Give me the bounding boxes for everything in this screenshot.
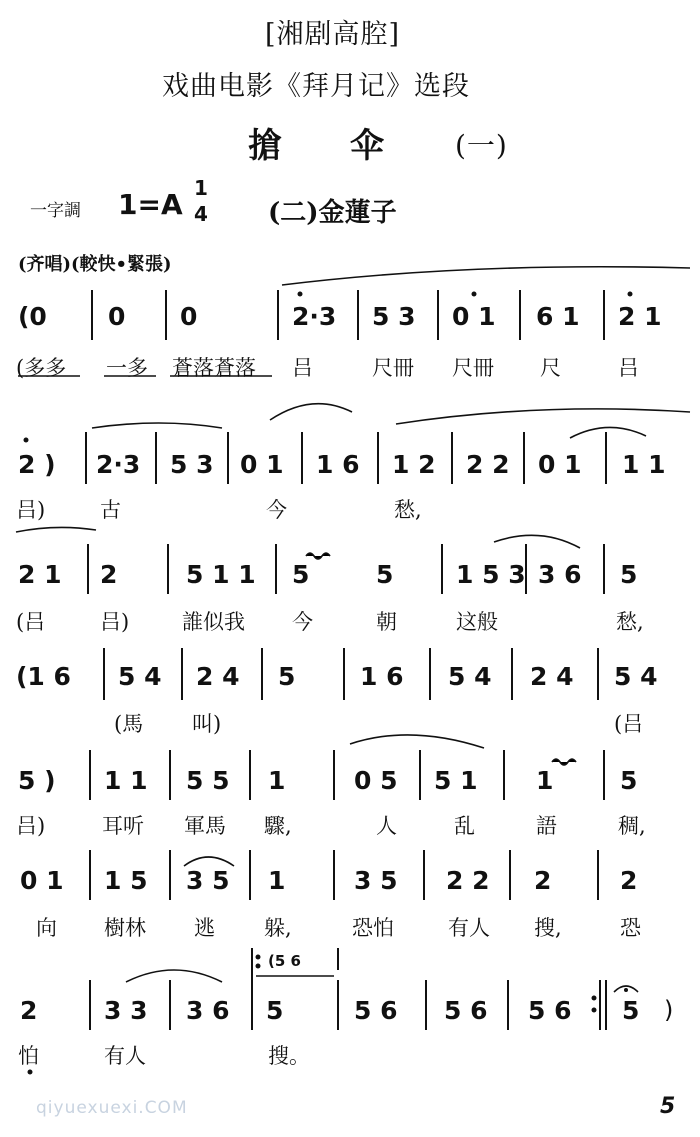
note-group: 1 5 xyxy=(104,866,148,895)
lyric: 有人 xyxy=(104,1044,146,1068)
lyric: 今 xyxy=(266,498,287,522)
note-group: 2 1 xyxy=(18,560,62,589)
note-group: 2 2 xyxy=(466,450,510,479)
note-group: 1 1 xyxy=(622,450,666,479)
lyric: 这般 xyxy=(456,610,498,634)
repeat-dot xyxy=(256,955,261,960)
note-group: 2·3 xyxy=(96,450,141,479)
note-group: 5 xyxy=(278,662,296,691)
lyric: 有人 xyxy=(448,916,490,940)
genre-label: [湘剧高腔] xyxy=(265,19,401,50)
lyric: (吕 xyxy=(614,712,644,736)
lyric: 吕) xyxy=(16,814,46,838)
slur xyxy=(16,527,96,532)
repeat-dot xyxy=(256,964,261,969)
note-group: 2 4 xyxy=(196,662,240,691)
lyric: 吕) xyxy=(16,498,46,522)
slur xyxy=(494,535,580,548)
note-group: 5 xyxy=(622,996,640,1025)
octave-dot xyxy=(628,292,633,297)
note-group: 5 6 xyxy=(444,996,488,1025)
note-group: 1 6 xyxy=(316,450,360,479)
lyric: 古 xyxy=(100,498,121,522)
note-group: 1 2 xyxy=(392,450,436,479)
repeat-dot xyxy=(592,996,597,1001)
subtitle: 戏曲电影《拜月记》选段 xyxy=(162,71,470,102)
lyric: 愁, xyxy=(394,498,422,522)
lyric: 逃 xyxy=(194,916,215,940)
fermata-dot xyxy=(624,988,628,992)
lyric: 尺冊 xyxy=(372,356,414,380)
note-group: 1 xyxy=(268,766,286,795)
note-group: 0 1 xyxy=(452,302,496,331)
lyric: 蒼落蒼落 xyxy=(172,356,256,380)
note-group: 6 1 xyxy=(536,302,580,331)
svg-text:): ) xyxy=(664,996,674,1024)
octave-dot xyxy=(472,292,477,297)
note-group: 2 xyxy=(620,866,638,895)
note-group: 5 4 xyxy=(448,662,492,691)
lyric: 尺冊 xyxy=(452,356,494,380)
note-group: 5 xyxy=(376,560,394,589)
key-signature: 1=A xyxy=(118,188,183,221)
piece-title: 搶 伞 xyxy=(248,126,384,166)
note-group: 3 6 xyxy=(186,996,230,1025)
note-group: 3 3 xyxy=(104,996,148,1025)
slur xyxy=(126,970,222,982)
note-group: 2·3 xyxy=(292,302,337,331)
note-group: 5 6 xyxy=(354,996,398,1025)
page-number: 5 xyxy=(660,1094,676,1119)
note-group: 2 xyxy=(534,866,552,895)
piece-title-suffix: (一) xyxy=(455,129,508,162)
note-group: 1 6 xyxy=(360,662,404,691)
slur xyxy=(184,857,234,866)
lyric: 叫) xyxy=(192,712,222,736)
lyric: 稠, xyxy=(618,814,646,838)
note-group: 5 ) xyxy=(18,766,56,795)
lyric: (馬 xyxy=(114,712,144,736)
lyric: 躲, xyxy=(264,916,292,940)
note-group: 0 1 xyxy=(240,450,284,479)
slur xyxy=(570,427,646,438)
note-group: (1 6 xyxy=(16,662,71,691)
note-group: 5 3 xyxy=(170,450,214,479)
lyric: 恐怕 xyxy=(352,916,394,940)
lyric: 誰似我 xyxy=(182,610,245,634)
note-group: 5 1 xyxy=(434,766,478,795)
lyric: 樹林 xyxy=(104,916,146,940)
lyric: 朝 xyxy=(376,610,397,634)
octave-dot xyxy=(24,438,29,443)
note-group: 0 1 xyxy=(538,450,582,479)
lyric: 乱 xyxy=(454,814,475,838)
ornament-mark xyxy=(552,759,576,765)
tempo-marking: (齐唱)(較快•緊張) xyxy=(18,254,172,275)
lyric: 人 xyxy=(376,814,397,838)
lyric: 語 xyxy=(536,814,557,838)
lyric: 軍馬 xyxy=(184,814,226,838)
note-group: 5 xyxy=(620,560,638,589)
lyric: 恐 xyxy=(620,916,641,940)
lyric: 搜, xyxy=(534,916,562,940)
bottom-mark xyxy=(28,1070,33,1075)
time-signature-denominator: 4 xyxy=(194,202,208,226)
note-group: 1 xyxy=(268,866,286,895)
watermark: qiyuexuexi.COM xyxy=(36,1098,188,1118)
lyric: 怕 xyxy=(18,1044,39,1068)
section-label: (二)金蓮子 xyxy=(268,198,397,228)
note-group: 2 2 xyxy=(446,866,490,895)
slur xyxy=(92,423,222,428)
note-group: 2 4 xyxy=(530,662,574,691)
note-group: 5 6 xyxy=(528,996,572,1025)
lyric: 吕 xyxy=(618,356,639,380)
note-group: 5 1 1 xyxy=(186,560,256,589)
lyric: 一多 xyxy=(106,356,148,380)
lyric: (吕 xyxy=(16,610,46,634)
note-group: 2 xyxy=(20,996,38,1025)
slur xyxy=(350,735,484,748)
lyric: 吕 xyxy=(292,356,313,380)
note-group: 0 xyxy=(180,302,198,331)
lyric: (多多 xyxy=(16,356,67,380)
note-group: 5 xyxy=(266,996,284,1025)
note-group: 3 5 xyxy=(354,866,398,895)
lyric: 向 xyxy=(36,916,57,940)
repeat-dot xyxy=(592,1008,597,1013)
slur xyxy=(270,404,352,420)
note-group: 1 5 3 xyxy=(456,560,526,589)
note-group: 5 4 xyxy=(118,662,162,691)
note-group: 3 5 xyxy=(186,866,230,895)
lyric: 驟, xyxy=(264,814,292,838)
note-group: 5 xyxy=(292,560,310,589)
ornament-mark xyxy=(306,553,330,559)
note-group: 0 5 xyxy=(354,766,398,795)
lyric: 吕) xyxy=(100,610,130,634)
slur xyxy=(396,409,690,424)
note-group: 0 xyxy=(108,302,126,331)
lyric: 耳听 xyxy=(102,814,144,838)
note-group: 5 xyxy=(620,766,638,795)
octave-dot xyxy=(298,292,303,297)
lyric: 愁, xyxy=(616,610,644,634)
note-group: 5 5 xyxy=(186,766,230,795)
note-group: 5 4 xyxy=(614,662,658,691)
note-group: 3 6 xyxy=(538,560,582,589)
note-group: (0 xyxy=(18,302,47,331)
lyric: 今 xyxy=(292,610,313,634)
mode-label: 一字調 xyxy=(30,201,81,221)
note-group: 2 1 xyxy=(618,302,662,331)
note-group: 2 xyxy=(100,560,118,589)
lyric: 尺 xyxy=(540,356,561,380)
time-signature-numerator: 1 xyxy=(194,176,208,200)
note-group: 2 ) xyxy=(18,450,56,479)
note-group: 1 xyxy=(536,766,554,795)
note-group: 1 1 xyxy=(104,766,148,795)
note-group: 0 1 xyxy=(20,866,64,895)
lyric: 搜。 xyxy=(268,1044,310,1068)
slur xyxy=(282,267,690,285)
note-group: 5 3 xyxy=(372,302,416,331)
repeat-note-group: (5 6 xyxy=(268,952,301,970)
